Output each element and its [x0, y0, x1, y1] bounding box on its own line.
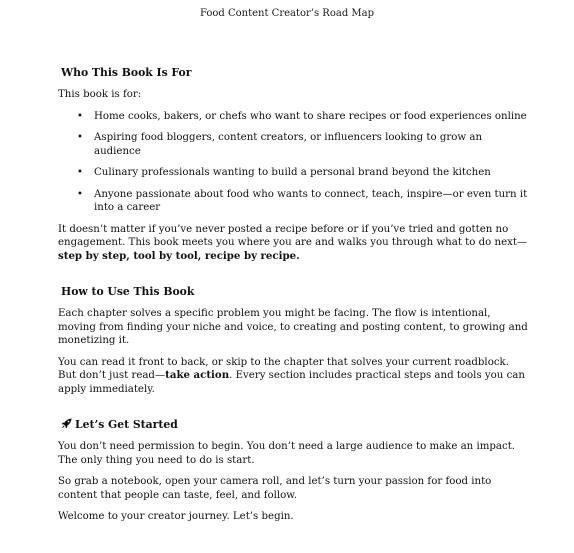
list-item [58, 166, 528, 180]
list-item [58, 110, 528, 124]
rocket-icon [61, 418, 72, 429]
bullet-icon: • [77, 167, 83, 178]
paragraph-text: . Every section includes practical steps and tools you can apply immediately. [58, 370, 525, 395]
closing-emphasis: step by step, tool by tool, recipe by recipe. [58, 249, 300, 262]
paragraph: You don’t need permission to begin. You don’t need a large audience to make an impact. The only thing you need to do is start. [58, 441, 516, 466]
bullet-icon: • [77, 188, 83, 200]
bullet-icon: • [77, 132, 83, 143]
paragraph: So grab a notebook, open your camera roll, and let’s turn your passion for food into content that people can taste, feel, and follow. [58, 476, 492, 501]
list-item-text: Culinary professionals wanting to build a personal brand beyond the kitchen [94, 167, 491, 178]
paragraph-text: You can read it front to back, or skip to the chapter that solves your current roadblock. But don’t just read— [58, 356, 509, 381]
section-heading-text: Let’s Get Started [75, 418, 178, 431]
list-item [58, 131, 528, 158]
section-closing-paragraph [58, 223, 528, 264]
paragraph [58, 356, 528, 397]
section-heading-who-this-book-is-for: Who This Book Is For [61, 66, 192, 79]
list-item-text: Anyone passionate about food who wants to connect, teach, inspire—or even turn it into a career [94, 188, 528, 213]
list-item-text: Aspiring food bloggers, content creators, or influencers looking to grow an audience [94, 132, 483, 157]
paragraph: Each chapter solves a specific problem you might be facing. The flow is intentional, moving from finding your niche and voice, to creating and posting content, to growing and monetizing it. [58, 308, 528, 346]
paragraph: Welcome to your creator journey. Let’s begin. [58, 511, 294, 522]
take-action-emphasis: take action [165, 369, 230, 381]
audience-list [58, 110, 528, 215]
running-header: Food Content Creator’s Road Map [199, 8, 374, 19]
section-intro: This book is for: [58, 89, 142, 100]
section-heading-how-to-use: How to Use This Book [61, 285, 195, 298]
bullet-icon: • [77, 110, 83, 122]
closing-text: It doesn’t matter if you’ve never posted a recipe before or if you’ve tried and gotten no engagement. This book meets you where you are and walks you through what to do next— [58, 223, 528, 248]
page-content [58, 66, 528, 524]
section-heading-lets-get-started [58, 418, 528, 432]
list-item [58, 188, 528, 215]
list-item-text: Home cooks, bakers, or chefs who want to share recipes or food experiences online [94, 110, 527, 122]
